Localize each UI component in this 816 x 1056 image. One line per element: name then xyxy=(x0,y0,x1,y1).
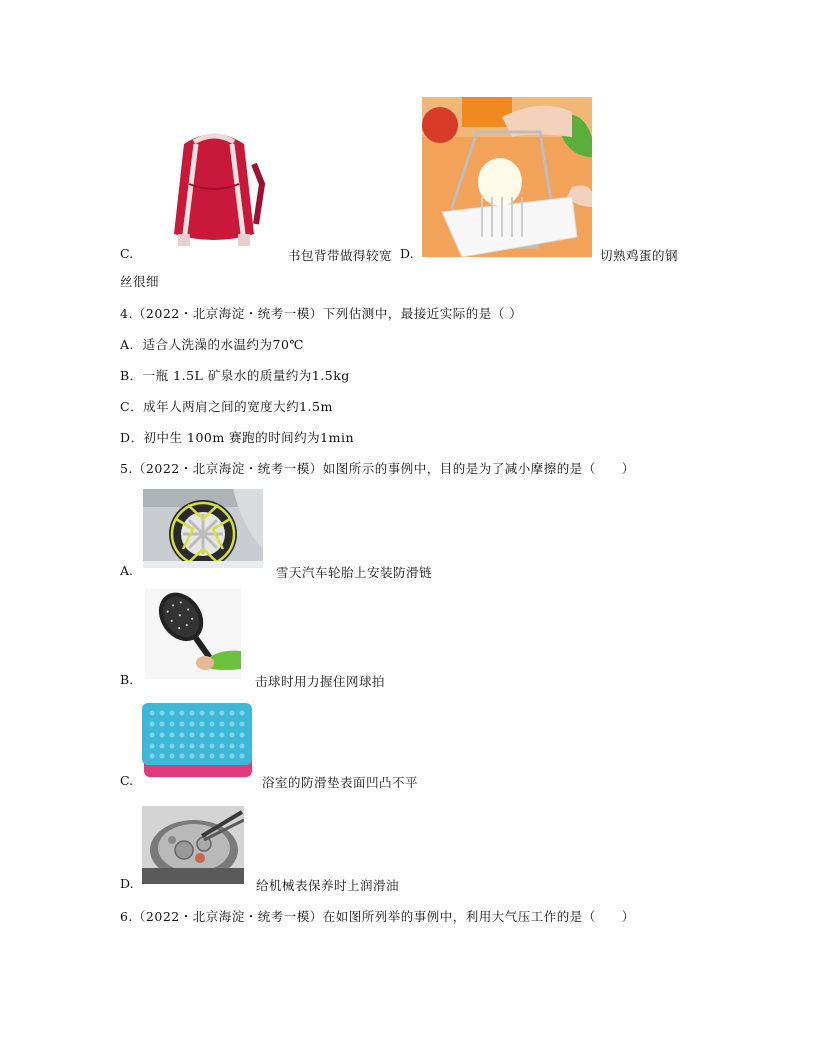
q5-option-c-caption: 浴室的防滑垫表面凹凸不平 xyxy=(262,775,419,790)
q3-option-d-label: D. xyxy=(400,246,414,261)
q5-option-b-caption: 击球时用力握住网球拍 xyxy=(255,674,386,689)
q3-option-c-caption: 书包背带做得较宽 xyxy=(288,248,393,263)
q5-option-c-label: C. xyxy=(120,773,134,788)
q5-stem: 5.（2022・北京海淀・统考一模）如图所示的事例中，目的是为了减小摩擦的是（ ） xyxy=(120,461,635,476)
q5-option-a-caption: 雪天汽车轮胎上安装防滑链 xyxy=(276,565,433,580)
snow-chain-tire-image xyxy=(143,489,263,568)
q3-option-c-label: C. xyxy=(120,246,134,261)
q3-option-d-caption: 切熟鸡蛋的钢 xyxy=(600,248,679,263)
egg-slicer-image xyxy=(422,97,592,257)
q3-option-d-caption-cont: 丝很细 xyxy=(120,274,160,289)
q6-stem: 6.（2022・北京海淀・统考一模）在如图所列举的事例中，利用大气压工作的是（ ） xyxy=(120,909,635,924)
q5-option-a-label: A. xyxy=(120,563,134,578)
q4-stem: 4.（2022・北京海淀・统考一模）下列估测中，最接近实际的是（ ） xyxy=(120,306,523,321)
tennis-racket-image xyxy=(145,589,241,679)
q4-option-d: D．初中生 100m 赛跑的时间约为1min xyxy=(120,430,355,445)
q4-option-c: C．成年人两肩之间的宽度大约1.5m xyxy=(120,399,333,414)
backpack-image xyxy=(144,124,284,252)
q5-option-b-label: B. xyxy=(120,672,134,687)
watch-repair-image xyxy=(142,806,244,884)
q5-option-d-caption: 给机械表保养时上润滑油 xyxy=(256,878,400,893)
bath-mat-image xyxy=(142,703,254,777)
q4-option-a: A．适合人洗澡的水温约为70℃ xyxy=(120,337,304,352)
q5-option-d-label: D. xyxy=(120,876,134,891)
q4-option-b: B．一瓶 1.5L 矿泉水的质量约为1.5kg xyxy=(120,368,350,383)
